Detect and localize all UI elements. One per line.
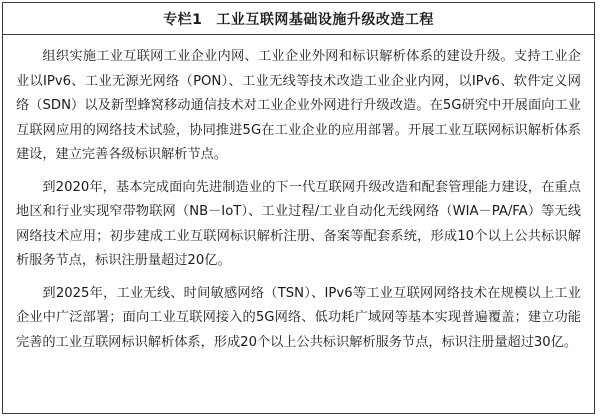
column-box <box>2 2 595 414</box>
column-content <box>3 35 594 355</box>
column-title <box>3 3 594 35</box>
column-title-text: 工业互联网基础设施升级改造工程 <box>216 11 434 28</box>
paragraph-2025-goal: 到2025年，工业无线、时间敏感网络（TSN）、IPv6等工业互联网网络技术在规模以上工业企业中广泛部署；面向工业互联网接入的5G网络、低功耗广域网等基本实现普遍覆盖；建立功能完善的工业互联网标识解析体系，形成20个以上公共标识解析服务节点，标识注册量超过30亿。 <box>16 285 581 350</box>
paragraph-2020-goal: 到2020年，基本完成面向先进制造业的下一代互联网升级改造和配套管理能力建设，在重点地区和行业实现窄带物联网（NB－IoT）、工业过程/工业自动化无线网络（WIA－PA/FA）等无线网络技术应用；初步建成工业互联网标识解析注册、备案等配套系统，形成10个以上公共标识解析服务节点，标识注册量超过20亿。 <box>16 179 581 268</box>
paragraph-infrastructure: 组织实施工业互联网工业企业内网、工业企业外网和标识解析体系的建设升级。支持工业企业以IPv6、工业无源光网络（PON）、工业无线等技术改造工业企业内网，以IPv6、软件定义网络（SDN）以及新型蜂窝移动通信技术对工业企业外网进行升级改造。在5G研究中开展面向工业互联网应用的网络技术试验，协同推进5G在工业企业的应用部署。开展工业互联网标识解析体系建设，建立完善各级标识解析节点。 <box>16 49 581 162</box>
column-label: 专栏1 <box>163 11 203 28</box>
